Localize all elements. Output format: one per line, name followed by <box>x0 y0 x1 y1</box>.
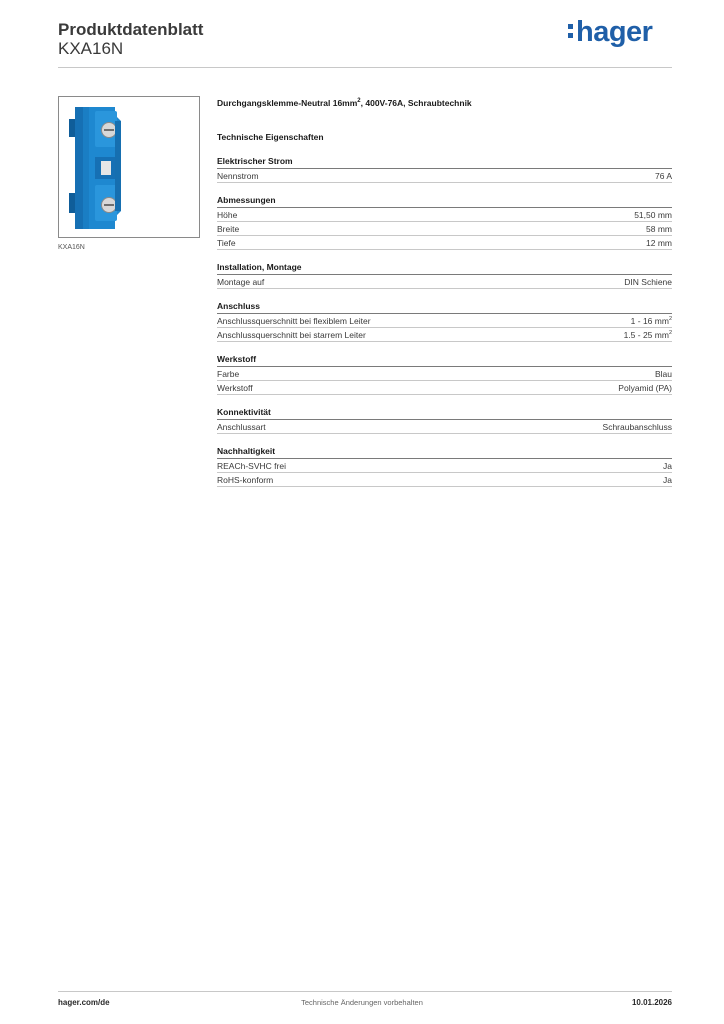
footer-website-link[interactable]: hager.com/de <box>58 998 110 1007</box>
spec-value <box>603 420 672 433</box>
product-description <box>217 94 672 108</box>
section-title: Elektrischer Strom <box>217 155 672 169</box>
spec-row <box>217 275 672 289</box>
hager-logo <box>568 16 652 48</box>
spec-value-text: DIN Schiene <box>624 277 672 287</box>
spec-label: Werkstoff <box>217 383 253 393</box>
spec-section <box>217 261 672 289</box>
spec-value-text: Ja <box>663 461 672 471</box>
spec-value <box>646 236 672 249</box>
spec-value <box>631 314 672 327</box>
spec-label: Montage auf <box>217 277 265 287</box>
image-caption: KXA16N <box>58 244 85 251</box>
spec-value-text: 1 - 16 mm <box>630 316 669 326</box>
description-superscript: 2 <box>357 98 361 104</box>
spec-value-text: 1.5 - 25 mm <box>623 330 669 340</box>
spec-label: Farbe <box>217 369 240 379</box>
section-title: Installation, Montage <box>217 261 672 275</box>
spec-value <box>624 275 672 288</box>
spec-value <box>663 473 672 486</box>
spec-value-text: 51,50 mm <box>634 210 672 220</box>
spec-value-superscript: 2 <box>668 330 672 337</box>
terminal-block-icon <box>59 97 199 237</box>
spec-section <box>217 300 672 342</box>
spec-label: Anschlussquerschnitt bei flexiblem Leiter <box>217 316 371 326</box>
spec-label: REACh-SVHC frei <box>217 461 286 471</box>
section-title: Nachhaltigkeit <box>217 445 672 459</box>
spec-value-text: 76 A <box>654 171 672 181</box>
product-code: KXA16N <box>58 39 124 58</box>
spec-value <box>634 208 672 221</box>
spec-section <box>217 445 672 487</box>
document-title: Produktdatenblatt <box>58 20 204 39</box>
spec-value <box>663 459 672 472</box>
spec-value <box>655 367 672 380</box>
spec-value-text: Blau <box>654 369 672 379</box>
spec-label: Höhe <box>217 210 238 220</box>
logo-text: hager <box>576 16 653 48</box>
spec-row <box>217 314 672 328</box>
spec-section <box>217 155 672 183</box>
spec-label: Breite <box>217 224 240 234</box>
spec-value-text: 12 mm <box>646 238 672 248</box>
spec-row <box>217 459 672 473</box>
spec-value <box>618 381 672 394</box>
section-title: Anschluss <box>217 300 672 314</box>
product-image <box>58 96 200 238</box>
spec-row <box>217 169 672 183</box>
spec-row <box>217 473 672 487</box>
footer-date: 10.01.2026 <box>631 998 672 1007</box>
spec-value-text: Schraubanschluss <box>602 422 672 432</box>
spec-value-superscript: 2 <box>668 316 672 323</box>
spec-sections <box>217 155 672 487</box>
spec-value <box>624 328 672 341</box>
logo-dots-icon <box>568 23 574 39</box>
spec-row <box>217 236 672 250</box>
spec-label: Nennstrom <box>217 171 259 181</box>
spec-section <box>217 194 672 250</box>
spec-label: Anschlussquerschnitt bei starrem Leiter <box>217 330 366 340</box>
section-title: Werkstoff <box>217 353 672 367</box>
description-rest: , 400V-76A, Schraubtechnik <box>360 97 472 108</box>
spec-value <box>655 169 672 182</box>
spec-row <box>217 328 672 342</box>
spec-label: Anschlussart <box>217 422 266 432</box>
description-text: Durchgangsklemme-Neutral 16mm <box>217 97 358 108</box>
section-title: Abmessungen <box>217 194 672 208</box>
spec-value-text: 58 mm <box>646 224 672 234</box>
spec-value-text: Ja <box>663 475 672 485</box>
spec-section <box>217 353 672 395</box>
spec-content <box>217 94 672 487</box>
spec-row <box>217 381 672 395</box>
spec-value-text: Polyamid (PA) <box>618 383 672 393</box>
spec-label: RoHS-konform <box>217 475 274 485</box>
spec-section <box>217 406 672 434</box>
spec-row <box>217 222 672 236</box>
spec-label: Tiefe <box>217 238 236 248</box>
spec-row <box>217 367 672 381</box>
spec-row <box>217 420 672 434</box>
header-divider <box>58 67 672 68</box>
footer-disclaimer: Technische Änderungen vorbehalten <box>301 998 423 1007</box>
section-title: Konnektivität <box>217 406 672 420</box>
tech-properties-title: Technische Eigenschaften <box>217 132 324 142</box>
spec-row <box>217 208 672 222</box>
footer-divider <box>58 991 672 992</box>
spec-value <box>646 222 672 235</box>
